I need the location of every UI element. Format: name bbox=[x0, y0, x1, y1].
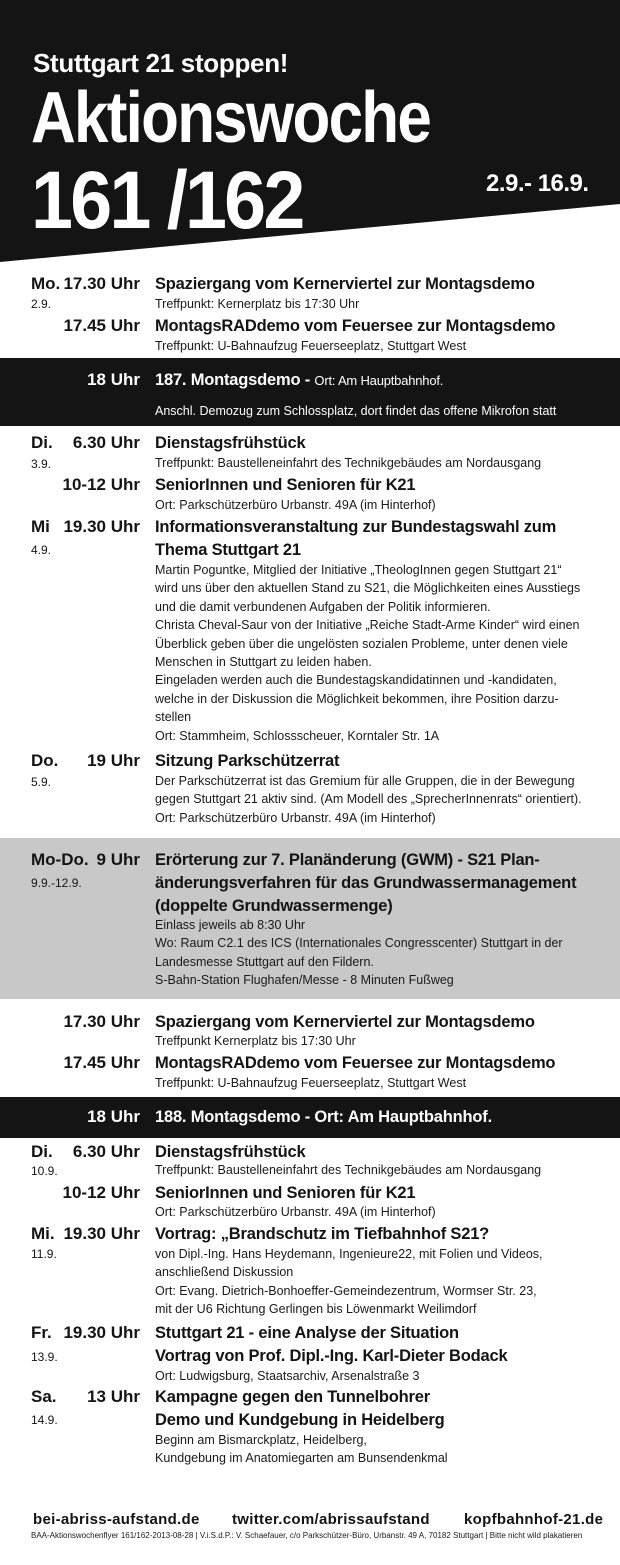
event-date: 2.9. bbox=[31, 297, 52, 311]
event-details-line: Martin Poguntke, Mitglied der Initiative „TheologInnen gegen Stuttgart 21“ bbox=[155, 563, 562, 577]
header-banner bbox=[0, 0, 620, 262]
footer-link-kopfbahnhof[interactable]: kopfbahnhof-21.de bbox=[464, 1511, 604, 1528]
event-details-line: Christa Cheval-Saur von der Initiative „Reiche Stadt-Arme Kinder“ wird einen bbox=[155, 618, 580, 633]
event-details-line: Menschen in Stuttgart zu leiden haben. bbox=[155, 655, 372, 669]
event-title bbox=[155, 369, 443, 392]
event-title: SeniorInnen und Senioren für K21 bbox=[155, 476, 416, 494]
event-day: Mi. bbox=[31, 1224, 55, 1243]
event-time: 18 Uhr bbox=[87, 1107, 140, 1126]
event-title: Spaziergang vom Kernerviertel zur Montagsdemo bbox=[155, 1013, 535, 1031]
event-title: Erörterung zur 7. Planänderung (GWM) - S21 Plan- bbox=[155, 851, 540, 869]
event-details-line: Ort: Parkschützerbüro Urbanstr. 49A (im Hinterhof) bbox=[155, 810, 436, 825]
event-details: Treffpunkt: Baustelleneinfahrt des Technikgebäudes am Nordausgang bbox=[155, 456, 542, 470]
event-time: 17.30 Uhr bbox=[63, 274, 140, 293]
event-title: MontagsRADdemo vom Feuersee zur Montagsdemo bbox=[155, 317, 556, 335]
event-title-line2: änderungsverfahren für das Grundwassermanagement bbox=[155, 874, 577, 892]
event-title: Stuttgart 21 - eine Analyse der Situation bbox=[155, 1324, 459, 1342]
event-time: 18 Uhr bbox=[87, 370, 140, 389]
event-day: Di. bbox=[31, 1142, 53, 1161]
event-details-line: mit der U6 Richtung Gerlingen bis Löwenmarkt Weilimdorf bbox=[155, 1302, 477, 1317]
event-date: 5.9. bbox=[31, 775, 52, 789]
event-details-line: Landesmesse Stuttgart auf den Fildern. bbox=[155, 954, 374, 969]
event-details-line: Der Parkschützerrat ist das Gremium für alle Gruppen, die in der Bewegung bbox=[155, 774, 575, 788]
event-details-line: stellen bbox=[155, 710, 192, 725]
event-date: 13.9. bbox=[31, 1350, 58, 1364]
event-details-line: Eingeladen werden auch die Bundestagskandidatinnen und -kandidaten, bbox=[155, 673, 557, 688]
event-details-line: anschließend Diskussion bbox=[155, 1265, 294, 1280]
event-place: Ort: Am Hauptbahnhof. bbox=[314, 373, 444, 388]
event-day: Di. bbox=[31, 433, 53, 452]
event-time: 9 Uhr bbox=[96, 850, 140, 869]
footer-link-twitter[interactable]: twitter.com/abrissaufstand bbox=[232, 1511, 430, 1528]
event-details-line: Wo: Raum C2.1 des ICS (Internationales Congresscenter) Stuttgart in der bbox=[155, 936, 563, 951]
event-title: Vortrag: „Brandschutz im Tiefbahnhof S21? bbox=[155, 1225, 490, 1243]
event-title: SeniorInnen und Senioren für K21 bbox=[155, 1184, 416, 1202]
event-details-line: Überblick geben über die ungelösten sozialen Probleme, unter denen viele bbox=[155, 636, 568, 651]
event-title-text: 187. Montagsdemo - bbox=[155, 371, 311, 389]
event-date: 11.9. bbox=[31, 1247, 57, 1261]
event-details: Ort: Ludwigsburg, Staatsarchiv, Arsenalstraße 3 bbox=[155, 1369, 420, 1383]
event-title: Dienstagsfrühstück bbox=[155, 434, 306, 452]
event-time: 6.30 Uhr bbox=[72, 433, 140, 452]
header-title: Aktionswoche bbox=[31, 78, 431, 158]
hearing-block bbox=[0, 838, 620, 999]
event-title: Informationsveranstaltung zur Bundestagswahl zum bbox=[155, 518, 557, 536]
event-time: 17.45 Uhr bbox=[63, 1053, 140, 1072]
event-day: Mo. bbox=[31, 274, 61, 293]
event-details: Treffpunkt: Baustelleneinfahrt des Technikgebäudes am Nordausgang bbox=[155, 1163, 542, 1177]
event-time: 13 Uhr bbox=[87, 1387, 140, 1406]
event-details: Ort: Parkschützerbüro Urbanstr. 49A (im Hinterhof) bbox=[155, 498, 436, 512]
event-date: 10.9. bbox=[31, 1164, 58, 1178]
event-details: Treffpunkt: U-Bahnaufzug Feuerseeplatz, Stuttgart West bbox=[155, 339, 467, 353]
event-title-line2: Demo und Kundgebung in Heidelberg bbox=[155, 1411, 445, 1429]
montagsdemo-bar bbox=[0, 1097, 620, 1138]
event-title-line3: (doppelte Grundwassermenge) bbox=[155, 897, 393, 915]
event-details-line: gegen Stuttgart 21 aktiv sind. (Am Modell des „SprecherInnenrats“ orientiert). bbox=[155, 792, 582, 807]
footer-link-website[interactable]: bei-abriss-aufstand.de bbox=[33, 1511, 200, 1528]
event-date: 14.9. bbox=[31, 1413, 58, 1427]
event-details-line: wird uns über den aktuellen Stand zu S21, die Möglichkeiten eines Ausstiegs bbox=[155, 581, 581, 596]
event-title-line2: Vortrag von Prof. Dipl.-Ing. Karl-Dieter Bodack bbox=[155, 1347, 508, 1365]
event-time: 19.30 Uhr bbox=[63, 1323, 140, 1342]
event-date: 3.9. bbox=[31, 457, 52, 471]
event-day: Sa. bbox=[31, 1387, 57, 1406]
event-day: Do. bbox=[31, 751, 59, 770]
header-subtitle: Stuttgart 21 stoppen! bbox=[33, 48, 289, 78]
header-numbers: 161 /162 bbox=[31, 155, 303, 246]
event-details-line: Ort: Evang. Dietrich-Bonhoeffer-Gemeindezentrum, Wormser Str. 23, bbox=[155, 1283, 537, 1298]
montagsdemo-bar bbox=[0, 358, 620, 426]
event-title: Dienstagsfrühstück bbox=[155, 1143, 306, 1161]
event-title-line2: Thema Stuttgart 21 bbox=[155, 541, 301, 559]
event-time: 17.45 Uhr bbox=[63, 316, 140, 335]
event-details: Ort: Parkschützerbüro Urbanstr. 49A (im Hinterhof) bbox=[155, 1205, 436, 1219]
event-time: 19.30 Uhr bbox=[63, 1224, 140, 1243]
event-details-line: Kundgebung im Anatomiegarten am Bunsendenkmal bbox=[155, 1451, 448, 1466]
event-details: Treffpunkt: U-Bahnaufzug Feuerseeplatz, Stuttgart West bbox=[155, 1076, 467, 1090]
event-title: 188. Montagsdemo - Ort: Am Hauptbahnhof. bbox=[155, 1108, 492, 1126]
event-time: 10-12 Uhr bbox=[62, 475, 140, 494]
event-time: 19.30 Uhr bbox=[63, 517, 140, 536]
event-title: Kampagne gegen den Tunnelbohrer bbox=[155, 1388, 430, 1406]
event-details-line: von Dipl.-Ing. Hans Heydemann, Ingenieure22, mit Folien und Videos, bbox=[155, 1247, 543, 1261]
event-date: 4.9. bbox=[31, 543, 52, 557]
imprint-line: BAA-Aktionswochenflyer 161/162-2013-08-28 | V.i.S.d.P.: V. Schaefauer, c/o Parkschützer-Büro, Urbanstr. 49 A, 70182 Stuttgart | Bitte nicht wild plakatieren bbox=[31, 1531, 583, 1540]
event-details-line: Ort: Stammheim, Schlossscheuer, Korntaler Str. 1A bbox=[155, 728, 440, 743]
event-title: Spaziergang vom Kernerviertel zur Montagsdemo bbox=[155, 275, 535, 293]
event-title: MontagsRADdemo vom Feuersee zur Montagsdemo bbox=[155, 1054, 556, 1072]
event-time: 6.30 Uhr bbox=[72, 1142, 140, 1161]
event-day: Fr. bbox=[31, 1323, 52, 1342]
event-details-line: welche in der Diskussion die Möglichkeit bekommen, ihre Position darzu- bbox=[155, 691, 559, 706]
event-day: Mo-Do. bbox=[31, 850, 89, 869]
event-date: 9.9.-12.9. bbox=[31, 876, 82, 890]
event-time: 19 Uhr bbox=[87, 751, 140, 770]
event-details-line: und die damit verbundenen Aufgaben der Politik informieren. bbox=[155, 599, 491, 614]
header-dates: 2.9.- 16.9. bbox=[486, 170, 589, 197]
event-time: 10-12 Uhr bbox=[62, 1183, 140, 1202]
event-title: Sitzung Parkschützerrat bbox=[155, 752, 340, 770]
event-time: 17.30 Uhr bbox=[63, 1012, 140, 1031]
event-details: Treffpunkt Kernerplatz bis 17:30 Uhr bbox=[155, 1034, 356, 1048]
event-details-line: S-Bahn-Station Flughafen/Messe - 8 Minuten Fußweg bbox=[155, 973, 454, 988]
event-day: Mi bbox=[31, 517, 50, 536]
event-details-line: Einlass jeweils ab 8:30 Uhr bbox=[155, 918, 306, 932]
event-details: Anschl. Demozug zum Schlossplatz, dort findet das offene Mikrofon statt bbox=[155, 404, 557, 418]
event-details: Treffpunkt: Kernerplatz bis 17:30 Uhr bbox=[155, 297, 360, 311]
event-details-line: Beginn am Bismarckplatz, Heidelberg, bbox=[155, 1433, 367, 1447]
